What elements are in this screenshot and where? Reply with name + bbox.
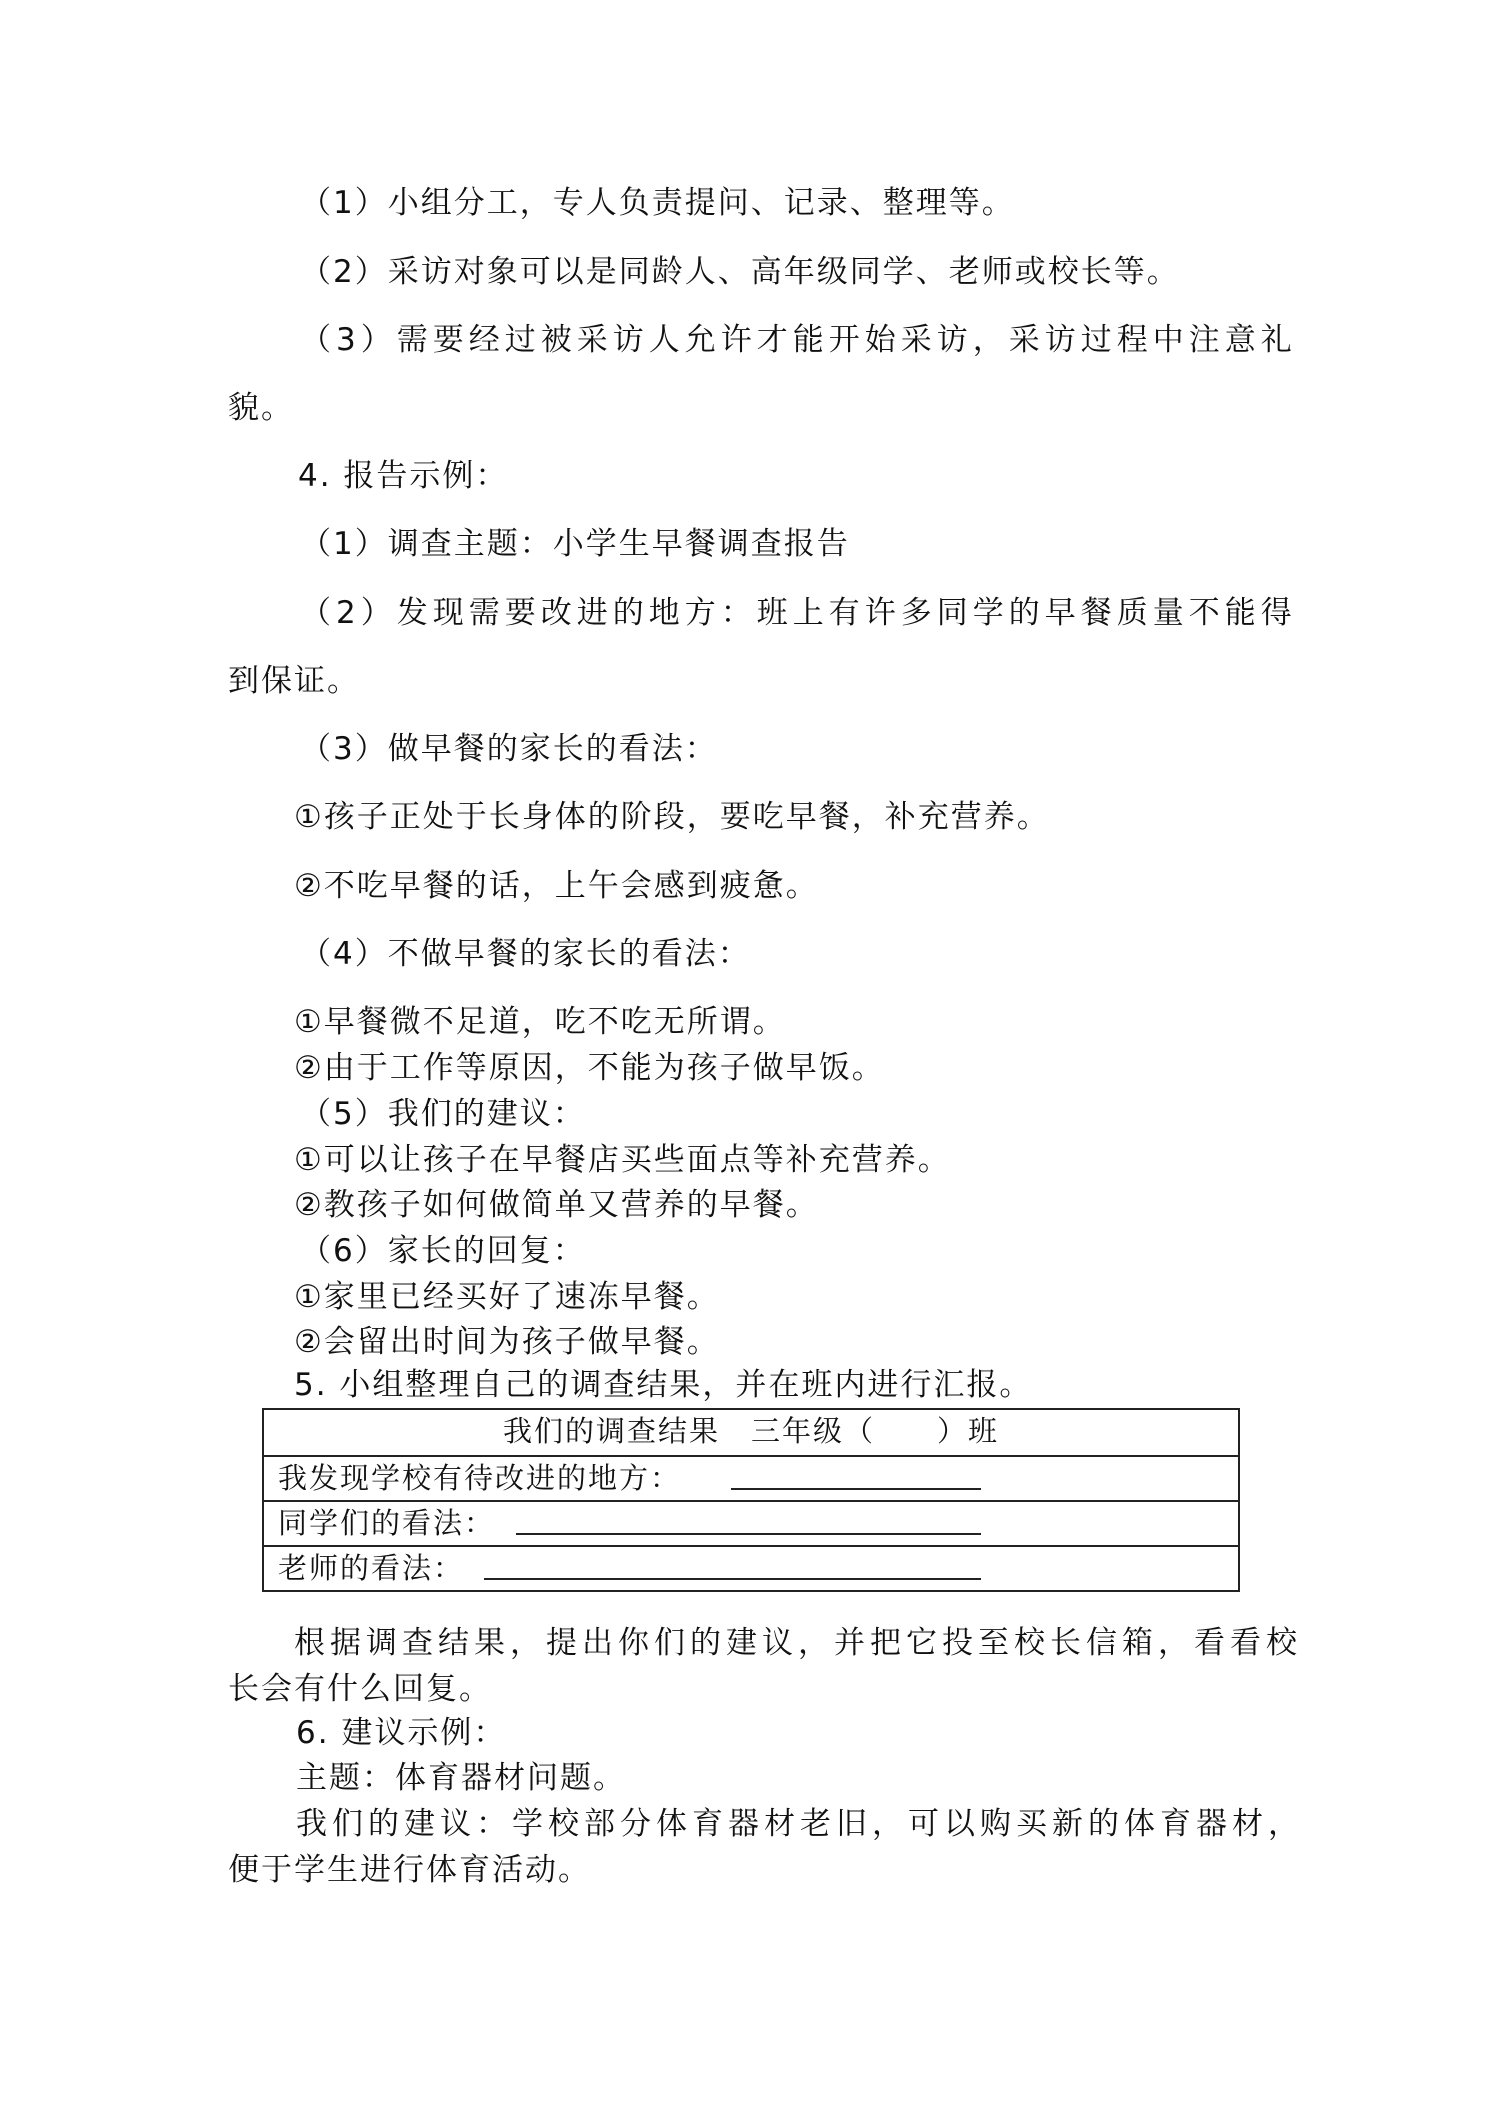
text-line: （2）采访对象可以是同龄人、高年级同学、老师或校长等。 — [300, 254, 1180, 290]
text-line: ①孩子正处于长身体的阶段，要吃早餐，补充营养。 — [294, 799, 1050, 835]
section-heading: 5. 小组整理自己的调查结果，并在班内进行汇报。 — [294, 1367, 1033, 1403]
section-heading: 4. 报告示例： — [298, 458, 509, 494]
text-line: 主题：体育器材问题。 — [296, 1760, 626, 1796]
text-line: （6）家长的回复： — [300, 1233, 586, 1269]
text-line: （4）不做早餐的家长的看法： — [300, 936, 751, 972]
fill-in-blank[interactable] — [484, 1578, 981, 1580]
text-line: （3）需要经过被采访人允许才能开始采访，采访过程中注意礼 — [300, 322, 1297, 358]
text-line: （5）我们的建议： — [300, 1096, 586, 1132]
text-line: （1）小组分工，专人负责提问、记录、整理等。 — [300, 185, 1015, 221]
text-line: ②不吃早餐的话，上午会感到疲惫。 — [294, 868, 819, 904]
text-line: ②教孩子如何做简单又营养的早餐。 — [294, 1187, 819, 1223]
text-line: ①可以让孩子在早餐店买些面点等补充营养。 — [294, 1142, 951, 1178]
text-line: 貌。 — [228, 390, 294, 426]
table-title: 我们的调查结果 三年级（ ）班 — [502, 1414, 999, 1448]
fill-in-blank[interactable] — [516, 1533, 981, 1535]
text-line: 根据调查结果，提出你们的建议，并把它投至校长信箱，看看校 — [294, 1625, 1302, 1661]
text-line: ②由于工作等原因，不能为孩子做早饭。 — [294, 1050, 885, 1086]
text-line: ①早餐微不足道，吃不吃无所谓。 — [294, 1004, 786, 1040]
text-line: 到保证。 — [228, 663, 360, 699]
text-line: （1）调查主题：小学生早餐调查报告 — [300, 526, 850, 562]
row-label: 我发现学校有待改进的地方： — [278, 1461, 682, 1495]
section-heading: 6. 建议示例： — [296, 1715, 507, 1751]
text-line: 长会有什么回复。 — [228, 1671, 492, 1707]
table-row — [264, 1455, 1238, 1500]
table-row — [264, 1545, 1238, 1590]
table-title-row — [264, 1410, 1238, 1455]
text-line: ①家里已经买好了速冻早餐。 — [294, 1279, 720, 1315]
text-line: 便于学生进行体育活动。 — [228, 1852, 591, 1888]
row-label: 同学们的看法： — [278, 1506, 496, 1540]
text-line: （3）做早餐的家长的看法： — [300, 731, 718, 767]
text-line: （2）发现需要改进的地方：班上有许多同学的早餐质量不能得 — [300, 595, 1297, 631]
table-row — [264, 1500, 1238, 1545]
text-line: ②会留出时间为孩子做早餐。 — [294, 1324, 720, 1360]
results-table — [262, 1408, 1240, 1592]
text-line: 我们的建议：学校部分体育器材老旧，可以购买新的体育器材， — [296, 1806, 1304, 1842]
row-label: 老师的看法： — [278, 1551, 465, 1585]
fill-in-blank[interactable] — [731, 1488, 981, 1490]
